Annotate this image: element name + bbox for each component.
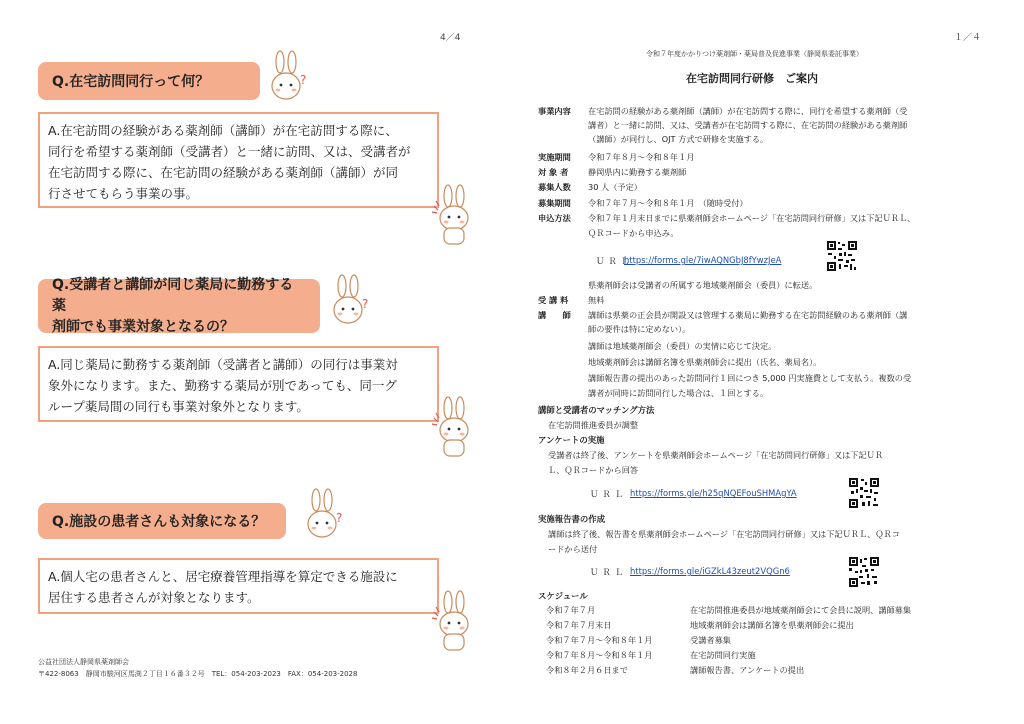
answer-line: 象外になります。また、勤務する薬局が別であっても、同一グ [48,378,397,393]
content-line: （講師）が同行し、OJT 方式で研修を実施する。 [588,134,769,144]
label-fee: 受 講 料 [538,295,569,305]
apply-url-label: ＵＲＬ [596,256,634,266]
qr-code-icon [848,556,880,588]
survey-url-link[interactable]: https://forms.gle/h25qNQEFouSHMAgYA [630,488,797,498]
schedule-desc: 地域薬剤師会は講師名簿を県薬剤師会に提出 [690,620,854,630]
schedule-desc: 在宅訪問推進委員が地域薬剤師会にて会員に説明、講師募集 [690,605,912,615]
lecturer-line: 師の要件は特に定めない）。 [588,324,691,334]
qr-code-icon [848,477,880,509]
report-line: 講師は終了後、報告書を県薬剤師会ホームページ「在宅訪問同行研修」又は下記ＵＲＬ、ＱＲコ [548,529,900,539]
bunny-waving-icon [430,184,480,246]
report-url-label: ＵＲＬ [590,567,628,577]
period-value: 令和７年８月～令和８年１月 [588,152,695,162]
right-page-number: １／４ [954,33,982,43]
content-line: 講者）と一緒に訪問、又は、受講者が在宅訪問する際に、在宅訪問の経験がある薬剤師 [588,120,908,130]
fee-value: 無料 [588,295,605,305]
content-line: 在宅訪問の経験がある薬剤師（講師）が在宅訪問する際に、同行を希望する薬剤師（受 [588,106,908,116]
bunny-waving-icon [430,396,480,458]
faq-question-3: Q.施設の患者さんも対象になる？ [38,503,286,539]
survey-line: 受講者は終了後、アンケートを県薬剤師会ホームページ「在宅訪問同行研修」又は下記ＵＲ [548,450,884,460]
bunny-question-icon [328,274,372,330]
matching-heading: 講師と受講者のマッチング方法 [538,405,655,415]
faq-answer-2 [38,346,439,422]
target-value: 静岡県内に勤務する薬剤師 [588,167,687,177]
schedule-date: 令和７年７月～令和８年１月 [546,635,653,645]
answer-line: 在宅訪問する際に、在宅訪問の経験がある薬剤師（講師）が同 [48,165,399,180]
bunny-question-icon [266,50,310,106]
survey-line: Ｌ、ＱＲコードから回答 [548,465,639,475]
faq-answer-3 [38,558,439,614]
answer-line: A.個人宅の患者さんと、居宅療養管理指導を算定できる施設に [48,569,398,584]
lecturer-line: 地域薬剤師会は講師名簿を県薬剤師会に提出（氏名、薬局名）。 [588,357,822,367]
faq-question-1: Q.在宅訪問同行って何？ [38,62,260,100]
answer-line: 行させてもらう事業の事。 [48,186,199,201]
lecturer-line: 講師は地域薬剤師会（委員）の実情に応じて決定。 [588,341,777,351]
report-heading: 実施報告書の作成 [538,514,605,524]
faq-answer-1 [38,112,439,208]
schedule-date: 令和８年２月６日まで [546,665,628,675]
lecturer-line: 講師は県薬の正会員が開設又は管理する薬局に勤務する在宅訪問経験のある薬剤師（講 [588,310,908,320]
answer-line: 同行を希望する薬剤師（受講者）と一緒に訪問、又は、受講者が [48,144,411,159]
answer-line: A.同じ薬局に勤務する薬剤師（受講者と講師）の同行は事業対 [48,357,398,372]
lecturer-line: 講師報告書の提出のあった訪問同行１回につき 5,000 円実施費として支払う。複数の受 [588,373,912,383]
schedule-date: 令和７年８月～令和８年１月 [546,650,653,660]
schedule-date: 令和７年７月末日 [546,620,612,630]
matching-text: 在宅訪問推進委員が調整 [548,420,639,430]
lecturer-line: 講者が同時に訪問同行した場合は、１回とする。 [588,388,769,398]
schedule-desc: 講師報告書、アンケートの提出 [690,665,805,675]
label-period: 実施期間 [538,152,571,162]
question-line: 剤師でも事業対象となるの？ [52,318,234,335]
label-capacity: 募集人数 [538,182,571,192]
survey-url-label: ＵＲＬ [590,489,628,499]
report-url-link[interactable]: https://forms.gle/iGZkL43zeut2VQGn6 [630,566,790,576]
label-recruit: 募集期間 [538,198,571,208]
recruit-value: 令和７年７月～令和８年１月 （随時受付） [588,198,748,208]
label-target: 対 象 者 [538,167,569,177]
answer-line: 居住する患者さんが対象となります。 [48,590,260,605]
subtitle: 令和７年度かかりつけ薬剤師・薬局普及促進事業（静岡県委託事業） [646,50,863,58]
bunny-waving-icon [430,590,480,652]
answer-line: ループ薬局間の同行も事業対象外となります。 [48,399,309,414]
apply-line: 令和７年１月末日までに県薬剤師会ホームページ「在宅訪問同行研修」又は下記ＵＲＬ、 [588,213,916,223]
question-line: Q.受講者と講師が同じ薬局に勤務する薬 [52,276,294,314]
svg-text:?: ? [300,73,307,87]
label-lecturer: 講 師 [538,310,571,320]
schedule-desc: 受講者募集 [690,635,731,645]
left-page-number: 4／4 [440,33,461,43]
qr-code-icon [826,240,858,272]
apply-line: ＱＲコードから申込み。 [588,228,679,238]
schedule-date: 令和７年７月 [546,605,596,615]
schedule-heading: スケジュール [538,591,588,601]
footer-org: 公益社団法人静岡県薬剤師会 [38,658,129,666]
survey-heading: アンケートの実施 [538,435,605,445]
footer-address: 〒422-8063 静岡市駿河区馬渕２丁目１６番３２号 TEL：054-203-2023 FAX：054-203-2028 [38,670,358,678]
label-content: 事業内容 [538,106,571,116]
svg-text:?: ? [362,297,369,311]
apply-note: 県薬剤師会は受講者の所属する地域薬剤師会（委員）に転送。 [588,280,818,290]
page-title: 在宅訪問同行研修 ご案内 [686,72,818,85]
faq-question-2 [38,276,320,335]
apply-url-link[interactable]: https://forms.gle/7iwAQNGbJ8fYwzJeA [624,255,782,265]
capacity-value: 30 人（予定） [588,182,642,192]
svg-text:?: ? [336,511,343,525]
schedule-desc: 在宅訪問同行実施 [690,650,756,660]
answer-line: A.在宅訪問の経験がある薬剤師（講師）が在宅訪問する際に、 [48,123,398,138]
bunny-question-icon [302,488,346,544]
report-line: ードから送付 [548,544,598,554]
label-apply: 申込方法 [538,213,571,223]
